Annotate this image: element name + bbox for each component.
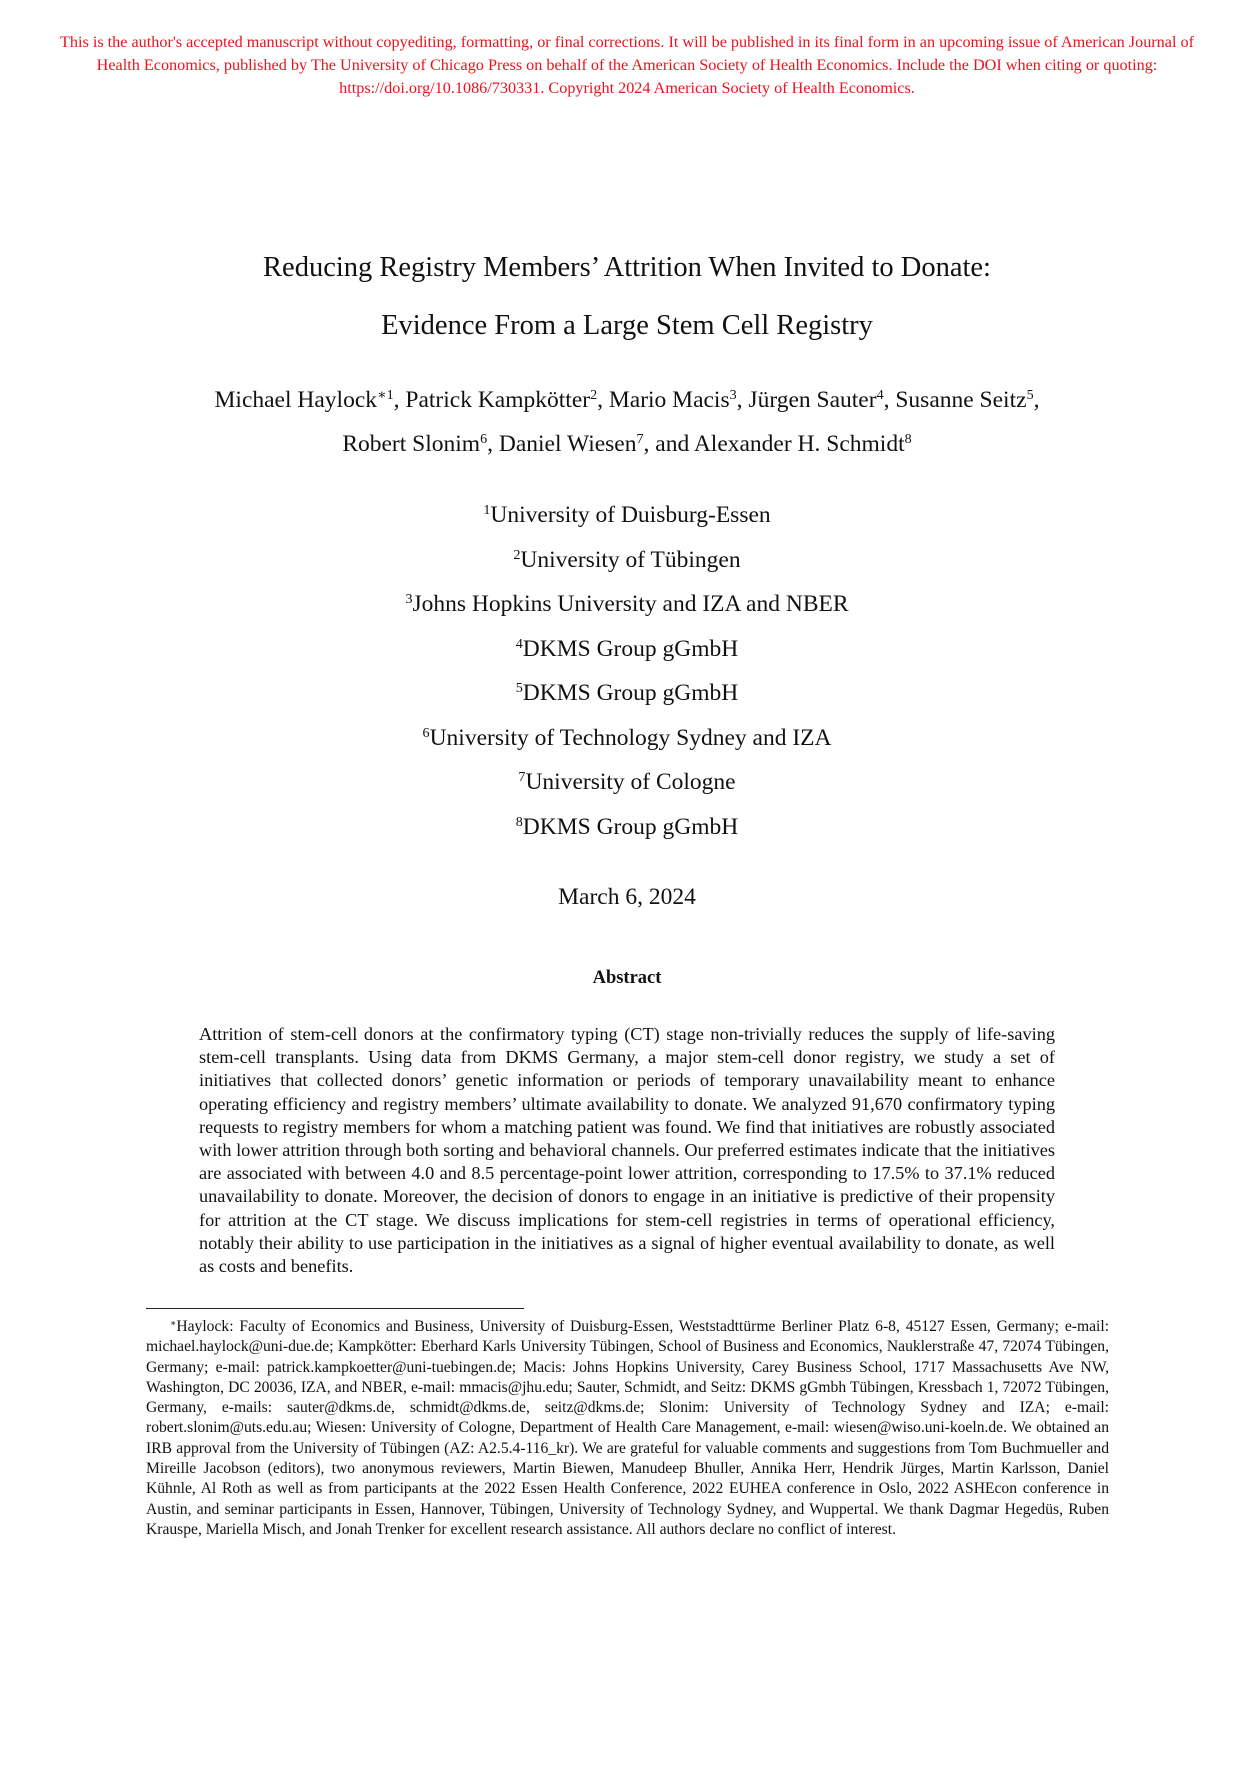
affiliation: $^5$DKMS Group gGmbH (515, 680, 739, 706)
affiliation: $^3$Johns Hopkins University and IZA and NBER (405, 591, 849, 617)
abstract-heading: Abstract (592, 968, 662, 988)
author: Alexander H. Schmidt$^8$ (693, 431, 912, 457)
author-mark: ∗1 (377, 387, 394, 404)
author-mark: 4 (876, 387, 884, 404)
author-mark: 7 (636, 431, 644, 448)
affiliation: $^7$University of Cologne (518, 769, 736, 795)
accepted-manuscript-notice: This is the author's accepted manuscript without copyediting, formatting, or final corrections. It will be published in its final form in an upcoming issue of American Journal of Health Economics, published by The University of Chicago Press on behalf of the American Society of Health Economics. Include the DOI when citing or quoting: https://doi.org/10.1086/730331. Copyright 2024 American Society of Health Economics. (60, 33, 1194, 97)
author: Susanne Seitz$^5$, (895, 387, 1040, 413)
footnote-text: Haylock: Faculty of Economics and Business, University of Duisburg-Essen, Weststadttürme Berliner Platz 6-8, 45127 Essen, Germany; e-mail: michael.haylock@uni-due.de; Kampkötter: Eberhard Karls University Tübingen, School of Business and Economics, Nauklerstraße 47, 72074 Tübingen, Germany; e-mail: patrick.kampkoetter@uni-tuebingen.de; Macis: Johns Hopkins University, Carey Business School, 1717 Massachusetts Ave NW, Washington, DC 20036, IZA, and NBER, e-mail: mmacis@jhu.edu; Sauter, Schmidt, and Seitz: DKMS gGmbh Tübingen, Kressbach 1, 72072 Tübingen, Germany, e-mails: sauter@dkms.de, schmidt@dkms.de, seitz@dkms.de; Slonim: University of Technology Sydney and IZA; e-mail: robert.slonim@uts.edu.au; Wiesen: University of Cologne, Department of Health Care Management, e-mail: wiesen@wiso.uni-koeln.de. We obtained an IRB approval from the University of Tübingen (AZ: A2.5.4-116_kr). We are grateful for valuable comments and suggestions from Tom Buchmueller and Mireille Jacobson (editors), two anonymous reviewers, Martin Biewen, Manudeep Bhuller, Annika Herr, Hendrik Jürges, Martin Karlsson, Daniel Kühnle, Al Roth as well as from participants at the 2022 Essen Health Conference, 2022 EUHEA conference in Oslo, 2022 ASHEcon conference in Austin, and seminar participants in Essen, Hannover, Tübingen, University of Technology Sydney, and Wuppertal. We thank Dagmar Hegedüs, Ruben Krauspe, Mariella Misch, and Jonah Trenker for excellent research assistance. All authors declare no conflict of interest. (146, 1318, 1109, 1538)
author-mark: 8 (904, 431, 912, 448)
affiliation-list (60, 493, 1194, 849)
author-mark: 6 (480, 431, 488, 448)
affiliation: $^2$University of Tübingen (513, 546, 741, 573)
affiliation: $^4$DKMS Group gGmbH (515, 635, 739, 662)
title-line-1: Reducing Registry Members’ Attrition When Invited to Donate: (263, 252, 991, 283)
affiliation: $^1$University of Duisburg-Essen (483, 502, 771, 528)
author-list (60, 378, 1194, 466)
affiliation: $^6$University of Technology Sydney and IZA (422, 724, 832, 751)
author: Daniel Wiesen$^7$, and (498, 431, 694, 457)
title-line-2: Evidence From a Large Stem Cell Registry (381, 310, 873, 341)
author-line-1 (60, 378, 1194, 422)
publication-date: March 6, 2024 (558, 884, 696, 910)
author-mark: 2 (590, 387, 598, 404)
abstract-text: Attrition of stem-cell donors at the confirmatory typing (CT) stage non-trivially reduces the supply of life-saving stem-cell transplants. Using data from DKMS Germany, a major stem-cell donor registry, we study a set of initiatives that collected donors’ genetic information or periods of temporary unavailability meant to enhance operating efficiency and registry members’ ultimate availability to donate. We analyzed 91,670 confirmatory typing requests to registry members for whom a matching patient was found. We find that initiatives are robustly associated with lower attrition through both sorting and behavioral channels. Our preferred estimates indicate that the initiatives are associated with between 4.0 and 8.5 percentage-point lower attrition, corresponding to 17.5% to 37.1% reduced unavailability to donate. Moreover, the decision of donors to engage in an initiative is predictive of their propensity for attrition at the CT stage. We discuss implications for stem-cell registries in terms of operational efficiency, notably their ability to use participation in the initiatives as a signal of higher eventual availability to donate, as well as costs and benefits. (199, 1024, 1055, 1277)
author: Robert Slonim$^6$, (342, 431, 499, 457)
author: Patrick Kampkötter$^2$, (405, 387, 609, 413)
author: Mario Macis$^3$, (608, 387, 749, 413)
author: Jürgen Sauter$^4$, (748, 387, 896, 413)
footnote (146, 1317, 1109, 1540)
author: Michael Haylock$^{∗1}$, (214, 387, 406, 413)
paper-title (60, 239, 1194, 355)
affiliation: $^8$DKMS Group gGmbH (515, 813, 739, 840)
author-mark: 5 (1026, 387, 1034, 404)
author-mark: 3 (729, 387, 737, 404)
author-line-2 (60, 422, 1194, 466)
footnote-mark: ∗ (170, 1318, 177, 1329)
footnote-divider (146, 1308, 524, 1309)
